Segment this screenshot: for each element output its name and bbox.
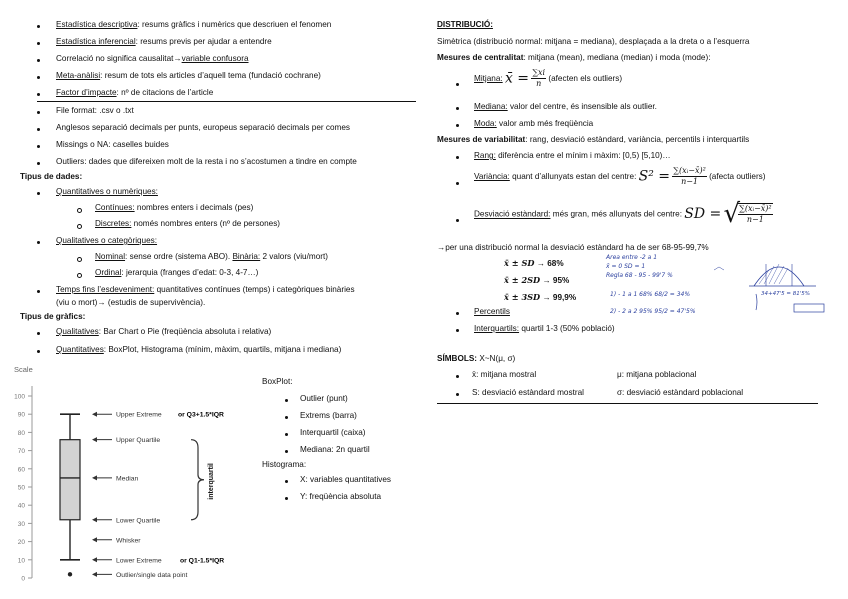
median-arrow-head [92, 475, 97, 480]
term: Contínues: [95, 203, 135, 212]
term: Meta-anàlisi [56, 71, 101, 80]
term: Estadística descriptiva [56, 20, 138, 29]
text: quantitatives contínues (temps) i categòriques binàries [154, 285, 355, 294]
bullet [456, 393, 459, 396]
term: Discretes: [95, 219, 132, 228]
formula-sd-fraction: $\frac{\text{∑(xᵢ−x̄)²}}{n-1}$ [739, 204, 772, 224]
bullet [456, 124, 459, 127]
sd-rule-row [504, 258, 564, 268]
bullet [37, 241, 40, 244]
text: només nombres enters (nº de persones) [131, 219, 281, 228]
section-heading: Tipus de dades: [20, 172, 83, 181]
sd-rule-row [504, 292, 576, 302]
paragraph: Simètrica (distribució normal: mitjana = mediana), desplaçada a la dreta o a l’esquerra [437, 37, 750, 46]
list-item [474, 102, 657, 111]
bullet [37, 350, 40, 353]
outlier-label: Outlier/single data point [116, 571, 188, 579]
y-tick-label: 40 [17, 502, 25, 510]
term: Interquartils: [474, 324, 520, 333]
bullet [37, 111, 40, 114]
note-line: x̄ = 0 SD = 1 [606, 263, 646, 270]
text: : jerarquia (franges d’edat: 0-3, 4-7…) [121, 268, 259, 277]
note-line: 34+47'5 = 81'5% [761, 291, 810, 297]
outlier-point [68, 572, 72, 576]
y-tick-label: 90 [17, 411, 25, 419]
upper-extreme-arrow-head [92, 412, 97, 417]
y-tick-label: 50 [17, 484, 25, 492]
sub-bullet [77, 273, 82, 278]
list-item: Y: freqüència absoluta [300, 492, 382, 501]
text: : rang, desviació estàndard, variància, percentils i interquartils [525, 135, 750, 144]
text: (afecta outliers) [709, 172, 766, 181]
list-item: Outliers: dades que difereixen molt de la resta i no s’acostumen a tindre en compte [56, 157, 357, 166]
symbol-sample: x̄: mitjana mostral [472, 370, 537, 379]
y-tick-label: 30 [17, 520, 25, 528]
formula-variance-fraction: $\frac{\text{∑(xᵢ−x̄)²}}{n-1}$ [673, 166, 706, 186]
paragraph [437, 135, 749, 144]
iqr-label: interquartil [208, 463, 215, 500]
list-item [56, 71, 321, 80]
histogram-title: Histograma: [262, 460, 307, 469]
list-item: X: variables quantitatives [300, 475, 392, 484]
bullet [37, 42, 40, 45]
bullet [37, 25, 40, 28]
bullet [285, 399, 288, 402]
term: Qualitatives [56, 327, 99, 336]
sketch-normal-curve [604, 254, 829, 324]
iqr-box [60, 440, 80, 520]
list-item: Percentils [474, 307, 510, 316]
upper-quartile-label: Upper Quartile [116, 437, 161, 445]
paragraph [437, 53, 711, 62]
upper-quartile-arrow-head [92, 437, 97, 442]
bullet [456, 219, 459, 222]
text: : Bar Chart o Pie (freqüència absoluta i relativa) [98, 327, 272, 336]
bullet [285, 433, 288, 436]
term: Mesures de variabilitat [437, 135, 526, 144]
sqrt-sign: √ [723, 199, 741, 229]
term: Mitjana: [474, 74, 503, 83]
lower-extreme-label: Lower Extreme [116, 557, 162, 565]
text: : mitjana (mean), mediana (median) i moda (mode): [523, 53, 711, 62]
boxplot-title: BoxPlot: [262, 377, 293, 386]
list-item: Missings o NA: caselles buides [56, 140, 169, 149]
bullet [456, 182, 459, 185]
bullet [285, 450, 288, 453]
lower-extreme-arrow-head [92, 557, 97, 562]
list-item [95, 268, 258, 277]
lower-quartile-label: Lower Quartile [116, 517, 161, 525]
list-item [474, 201, 773, 227]
term: Desviació estàndard: [474, 209, 551, 219]
list-item: File format: .csv o .txt [56, 106, 134, 115]
bullet [456, 375, 459, 378]
term: Mediana: [474, 102, 508, 111]
sub-bullet [77, 224, 82, 229]
chart-title: Scale [14, 365, 33, 374]
section-heading: DISTRIBUCIÓ: [437, 20, 493, 29]
formula-mean-fraction: $\frac{\sum xi}{n}$ [532, 68, 546, 88]
bullet [37, 128, 40, 131]
list-item: Interquartil (caixa) [300, 428, 366, 437]
term: variable confusora [181, 54, 249, 63]
section-heading: Tipus de gràfics: [20, 312, 86, 321]
median-label: Median [116, 475, 139, 483]
y-tick-label: 20 [17, 539, 25, 547]
note-line: Regla 68 - 95 - 99'7 % [606, 272, 673, 279]
bullet [456, 156, 459, 159]
list-item [56, 20, 331, 29]
list-item: Qualitatives o categòriques: [56, 236, 158, 245]
term: SÍMBOLS: [437, 354, 478, 363]
iqr-bracket [191, 440, 204, 520]
term: Binària: [232, 252, 261, 261]
list-item [474, 68, 622, 89]
bullet [37, 332, 40, 335]
text: : sense ordre (sistema ABO). [125, 252, 233, 261]
text: 2 valors (viu/mort) [260, 252, 328, 261]
value: → 68% [536, 259, 564, 268]
list-item [474, 166, 766, 187]
term: Variància: [474, 172, 510, 181]
text: més gran, més allunyats del centre: [550, 209, 685, 219]
list-item: Outlier (punt) [300, 394, 348, 403]
term: Factor d’impacte [56, 88, 117, 97]
bullet [456, 312, 459, 315]
list-item: Anglesos separació decimals per punts, europeus separació decimals per comes [56, 123, 350, 132]
list-item [95, 203, 253, 212]
text: (afecten els outliers) [548, 74, 623, 83]
list-item: Quantitatives o numèriques: [56, 187, 158, 196]
y-tick-label: 80 [17, 429, 25, 437]
text: : BoxPlot, Histograma (mínim, màxim, quartils, mitjana i mediana) [103, 345, 342, 354]
list-item [56, 54, 249, 63]
symbol-population: σ: desviació estàndard poblacional [617, 388, 744, 397]
paragraph: →per una distribució normal la desviació estàndard ha de ser 68-95-99,7% [437, 243, 709, 252]
text: nombres enters i decimals (pes) [134, 203, 254, 212]
list-item [95, 252, 328, 261]
expr: x̄ ± SD [504, 258, 535, 268]
list-item: Extrems (barra) [300, 411, 357, 420]
text: : nº de citacions de l’article [116, 88, 214, 97]
note-line: 1) - 1 a 1 68% 68/2 = 34% [610, 291, 691, 298]
symbols-heading [437, 354, 515, 363]
divider [37, 101, 416, 102]
lower-extreme-note: or Q1-1.5*IQR [180, 557, 225, 565]
text: diferència entre el mínim i màxim: [0,5) [5,10)… [495, 151, 671, 160]
formula-mean: x̄ = [504, 70, 530, 87]
y-tick-label: 0 [21, 575, 25, 583]
y-tick-label: 70 [17, 448, 25, 456]
whisker-arrow-head [92, 537, 97, 542]
list-item [56, 88, 213, 97]
y-tick-label: 10 [17, 557, 25, 565]
bullet [285, 480, 288, 483]
upper-extreme-label: Upper Extreme [116, 411, 162, 419]
term: Estadística inferencial [56, 37, 136, 46]
value: → 95% [542, 276, 570, 285]
list-item [56, 37, 272, 46]
boxplot-figure [8, 362, 258, 587]
text: valor del centre, és insensible als outlier. [507, 102, 657, 111]
text: X~N(μ, σ) [479, 354, 516, 363]
term: Mesures de centralitat [437, 53, 524, 62]
list-item [474, 119, 593, 128]
term: Moda: [474, 119, 497, 128]
formula-variance: S² = [638, 168, 671, 185]
text: : resums gràfics i numèrics que descriuen el fenomen [137, 20, 332, 29]
formula-sd: SD = [684, 206, 722, 222]
lower-quartile-arrow-head [92, 517, 97, 522]
y-tick-label: 100 [14, 393, 25, 401]
box-group [60, 414, 80, 576]
bullet [456, 83, 459, 86]
bullet [456, 329, 459, 332]
bullet [285, 416, 288, 419]
bullet [37, 59, 40, 62]
list-item [474, 151, 671, 160]
value: → 99,9% [542, 293, 577, 302]
bullet [37, 192, 40, 195]
list-item [56, 327, 271, 336]
text: : resums previs per ajudar a entendre [135, 37, 272, 46]
bullet [37, 76, 40, 79]
expr: x̄ ± 2SD [504, 275, 541, 285]
bullet [456, 107, 459, 110]
bullet [37, 93, 40, 96]
term: Temps fins l’esdeveniment: [56, 285, 155, 294]
note-line: Area entre -2 a 1 [606, 254, 658, 261]
list-item [474, 324, 615, 333]
whisker-label: Whisker [116, 537, 141, 545]
upper-extreme-note: or Q3+1.5*IQR [178, 411, 224, 419]
bullet [37, 290, 40, 293]
text: : resum de tots els articles d’aquell tema (fundació cochrane) [100, 71, 321, 80]
bullet [37, 145, 40, 148]
term: Ordinal [95, 268, 122, 277]
symbol-population: μ: mitjana poblacional [617, 370, 697, 379]
expr: x̄ ± 3SD [504, 292, 541, 302]
text: quartil 1-3 (50% població) [519, 324, 615, 333]
list-item [95, 219, 280, 228]
list-item [56, 285, 355, 294]
list-item-continued: (viu o mort)→ (estudis de supervivència). [56, 298, 206, 307]
tick-group [14, 394, 32, 583]
text: quant d’allunyats estan del centre: [509, 172, 639, 181]
y-tick-label: 60 [17, 466, 25, 474]
list-item [56, 345, 341, 354]
sd-rule-row [504, 275, 569, 285]
handwritten-notes [604, 254, 829, 324]
divider [437, 403, 818, 404]
note-line: 2) - 2 a 2 95% 95/2 = 47'5% [610, 308, 696, 315]
bullet [37, 162, 40, 165]
term: Nominal [95, 252, 126, 261]
outlier-arrow-head [92, 572, 97, 577]
bullet [285, 497, 288, 500]
label-group [92, 412, 224, 579]
term: Quantitatives [56, 345, 104, 354]
term: Rang: [474, 151, 496, 160]
text: valor amb més freqüència [496, 119, 594, 128]
sub-bullet [77, 257, 82, 262]
text: Correlació no significa causalitat→ [56, 54, 182, 63]
symbol-sample: S: desviació estàndard mostral [472, 388, 584, 397]
sub-bullet [77, 208, 82, 213]
list-item: Mediana: 2n quartil [300, 445, 370, 454]
